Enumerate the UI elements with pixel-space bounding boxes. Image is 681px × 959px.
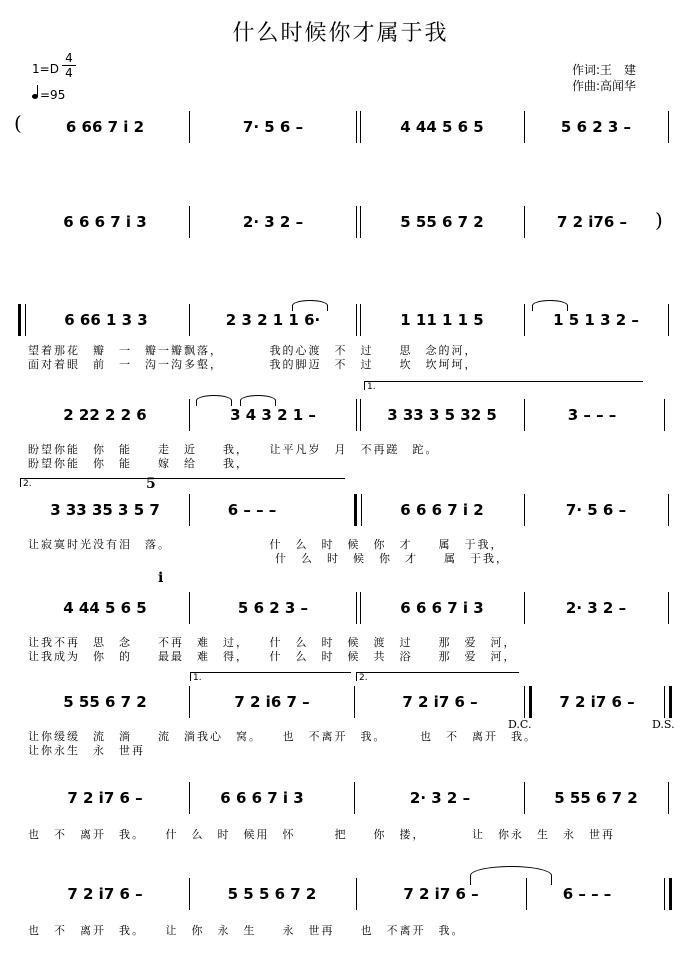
measure: 3 33 3 5 32 5 (387, 406, 497, 424)
measure: 6 66 7 i 2 (65, 118, 145, 136)
measure: 1 5 1 3 2 – (553, 311, 639, 329)
dal-segno-mark: D.S. (652, 718, 675, 731)
lyric-line: 也 不 离开 我。 让 你 永 生 永 世再 也 不离开 我。 (28, 924, 465, 937)
lyric-line: 盼望你能 你 能 嫁 给 我， (28, 457, 249, 470)
lyric-line: 盼望你能 你 能 走 近 我， 让平凡岁 月 不再蹉 跎。 (28, 443, 439, 456)
lyric-line: 也 不 离开 我。 什 么 时 候用 怀 把 你 搂， 让 你永 生 永 世再 (28, 828, 615, 841)
lyric-line: 让寂寞时光没有泪 落。 什 么 时 候 你 才 属 于我， (28, 538, 504, 551)
barline (189, 399, 190, 431)
barline (189, 304, 190, 336)
barline (524, 206, 525, 238)
barline (668, 111, 669, 143)
final-barline (524, 686, 532, 718)
key-signature: 1=D (32, 62, 59, 76)
double-barline (356, 304, 361, 336)
measure: 7 2 i6 7 – (234, 693, 310, 711)
volta-bracket: 1. (190, 672, 351, 681)
volta-bracket: 2. (356, 672, 519, 681)
lyricist: 作词:王 建 (572, 63, 637, 77)
repeat-start-barline (18, 304, 26, 336)
measure: 5 6 2 3 – (560, 118, 632, 136)
barline (668, 304, 669, 336)
measure: 6 6 6 7 i 3 (63, 213, 147, 231)
quarter-note-icon (32, 94, 38, 99)
lyric-line: 让你缓缓 流 淌 流 淌我心 窝。 也 不离开 我。 也 不 离开 我。 (28, 730, 537, 743)
lyric-line: 让你永生 永 世再 (28, 744, 145, 757)
measure: 2 3 2 1 1 6· (225, 311, 321, 329)
measure: 7 2 i7 6 – (67, 885, 143, 903)
measure: 2· 3 2 – (565, 599, 627, 617)
tempo-value: =95 (40, 88, 66, 102)
measure: 5 5 5 6 7 2 (227, 885, 317, 903)
measure: 3 4 3 2 1 – (230, 406, 316, 424)
lyric-line: 什 么 时 候 你 才 属 于我， (28, 552, 509, 565)
double-barline (356, 206, 361, 238)
measure: 2 22 2 2 6 (63, 406, 147, 424)
measure: 7 2 i7 6 – (559, 693, 635, 711)
measure: 6 – – – (562, 885, 612, 903)
measure: 1 11 1 1 5 (400, 311, 484, 329)
opening-paren: ( (14, 111, 22, 135)
barline (189, 494, 190, 526)
measure: 2· 3 2 – (242, 213, 304, 231)
measure: 6 6 6 7 i 3 (220, 789, 304, 807)
measure: 7· 5 6 – (565, 501, 627, 519)
measure: 7 2 i7 6 – (402, 693, 478, 711)
song-title: 什么时候你才属于我 (232, 21, 449, 46)
credits (572, 62, 636, 94)
measure: 5 55 6 7 2 (63, 693, 147, 711)
above-note: 5 (146, 476, 156, 492)
barline (189, 111, 190, 143)
measure: 4 44 5 6 5 (400, 118, 484, 136)
barline (524, 399, 525, 431)
double-barline (356, 111, 361, 143)
barline (189, 878, 190, 910)
barline (668, 494, 669, 526)
lyric-line: 面对着眼 前 一 沟一沟多壑， 我的脚迈 不 过 坎 坎坷坷， (28, 358, 478, 371)
barline (526, 878, 527, 910)
measure: 6 – – – (227, 501, 277, 519)
measure: 6 66 1 3 3 (64, 311, 148, 329)
barline (524, 111, 525, 143)
measure: 7 2 i7 6 – (67, 789, 143, 807)
barline (189, 686, 190, 718)
above-note: i (158, 570, 164, 586)
barline (524, 782, 525, 814)
measure: 7 2 i7 6 – (403, 885, 479, 903)
da-capo-mark: D.C. (508, 718, 532, 731)
double-barline (356, 592, 361, 624)
lyric-line: 让我成为 你 的 最最 难 得， 什 么 时 候 共 浴 那 爱 河， (28, 650, 517, 663)
measure: 6 6 6 7 i 2 (400, 501, 484, 519)
measure: 3 – – – (567, 406, 617, 424)
repeat-start-barline (354, 494, 362, 526)
repeat-end-barline (354, 686, 355, 718)
lyric-line: 望着那花 瓣 一 瓣一瓣飘落， 我的心渡 不 过 思 念的河， (28, 344, 478, 357)
measure: 5 55 6 7 2 (554, 789, 638, 807)
final-barline (664, 686, 672, 718)
barline (356, 878, 357, 910)
barline (189, 782, 190, 814)
lyric-line: 让我不再 思 念 不再 难 过， 什 么 时 候 渡 过 那 爱 河， (28, 636, 517, 649)
composer: 作曲:高闻华 (572, 79, 637, 93)
measure: 7· 5 6 – (242, 118, 304, 136)
volta-bracket: 1. (364, 381, 643, 390)
barline (524, 304, 525, 336)
closing-paren: ) (655, 208, 663, 232)
time-signature (62, 52, 76, 79)
measure: 7 2 i76 – (556, 213, 628, 231)
barline (524, 592, 525, 624)
measure: 2· 3 2 – (409, 789, 471, 807)
time-signature-top: 4 (65, 51, 73, 65)
tempo-marking (32, 88, 65, 102)
barline (524, 494, 525, 526)
barline (668, 592, 669, 624)
final-barline (664, 878, 672, 910)
repeat-end-barline (664, 399, 665, 431)
barline (668, 782, 669, 814)
measure: 5 55 6 7 2 (400, 213, 484, 231)
barline (189, 206, 190, 238)
measure: 4 44 5 6 5 (63, 599, 147, 617)
volta-bracket: 2. (20, 478, 345, 487)
measure: 3 33 35 3 5 7 (50, 501, 160, 519)
barline (189, 592, 190, 624)
barline (354, 782, 355, 814)
measure: 6 6 6 7 i 3 (400, 599, 484, 617)
double-barline (356, 399, 361, 431)
time-signature-bottom: 4 (65, 66, 73, 80)
measure: 5 6 2 3 – (237, 599, 309, 617)
